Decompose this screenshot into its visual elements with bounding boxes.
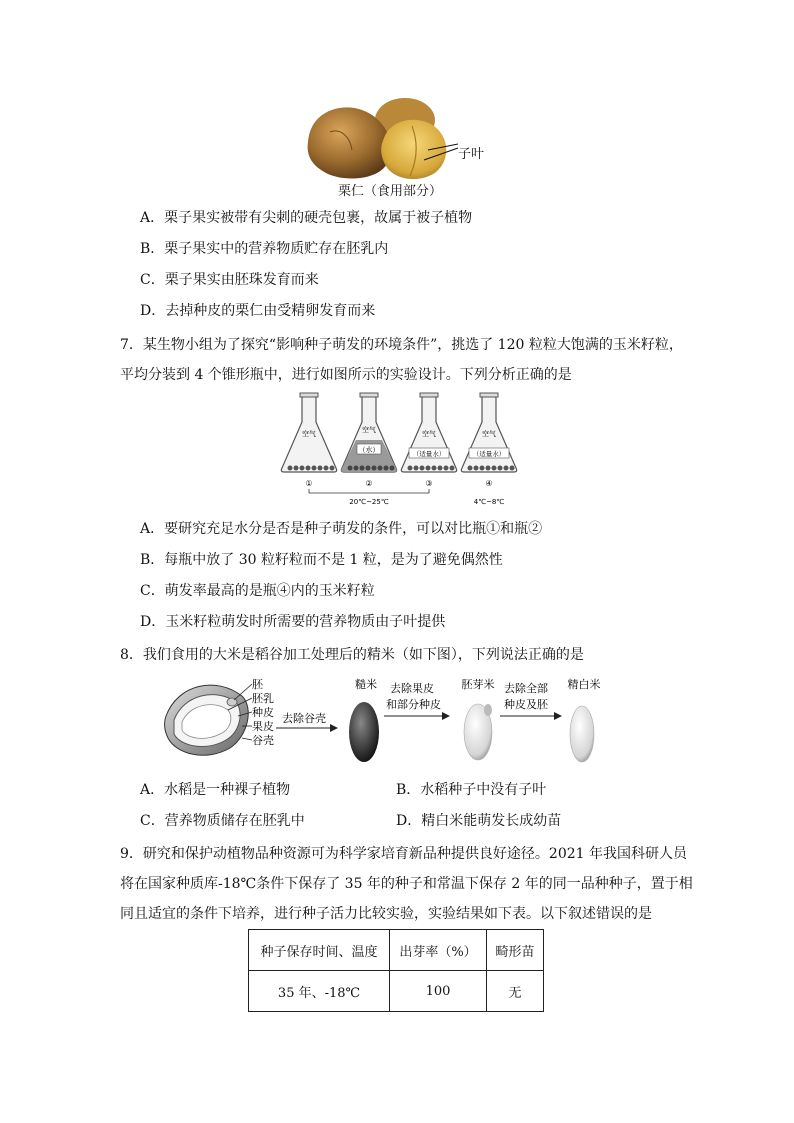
flask-2 bbox=[341, 393, 396, 472]
part-embryo: 胚 bbox=[252, 678, 263, 691]
chestnut-caption: 栗仁（食用部分） bbox=[338, 184, 443, 199]
flask-2-liquid: （水） bbox=[358, 446, 380, 454]
step2-label-1: 去除果皮 bbox=[390, 682, 434, 695]
q8-stem: 8．我们食用的大米是稻谷加工处理后的精米（如下图），下列说法正确的是 bbox=[120, 647, 584, 663]
brown-rice bbox=[349, 702, 379, 762]
q7-stem-line2: 平均分装到 4 个锥形瓶中，进行如图所示的实验设计。下列分析正确的是 bbox=[120, 367, 572, 383]
part-endosperm: 胚乳 bbox=[252, 692, 274, 705]
part-pericarp: 果皮 bbox=[252, 720, 274, 733]
table-row bbox=[249, 971, 544, 1012]
q8-option-a: A．水稻是一种裸子植物 bbox=[140, 782, 291, 798]
step3-label-2: 种皮及胚 bbox=[504, 698, 548, 711]
rice1-label: 糙米 bbox=[355, 678, 377, 691]
rice3-label: 精白米 bbox=[567, 678, 601, 691]
flask-1 bbox=[281, 393, 336, 472]
table-header-cell: 出芽率（%） bbox=[390, 930, 487, 971]
grain-section bbox=[165, 685, 249, 755]
flask-experiment-figure bbox=[280, 392, 520, 508]
q8-option-c: C．营养物质储存在胚乳中 bbox=[140, 813, 305, 829]
seed-viability-table bbox=[248, 929, 544, 1012]
flask-1-number: ① bbox=[305, 479, 313, 488]
q8-option-d: D．精白米能萌发长成幼苗 bbox=[396, 813, 562, 829]
temp-label-left: 20℃~25℃ bbox=[349, 498, 389, 506]
table-header-cell: 种子保存时间、温度 bbox=[249, 930, 390, 971]
part-husk: 谷壳 bbox=[252, 734, 274, 747]
rice2-label: 胚芽米 bbox=[461, 678, 495, 691]
step2-label-2: 和部分种皮 bbox=[386, 698, 441, 711]
q6-option-a: A．栗子果实被带有尖刺的硬壳包裹，故属于被子植物 bbox=[140, 210, 473, 226]
flask-3-liquid: （适量水） bbox=[412, 450, 446, 458]
q8-option-b: B．水稻种子中没有子叶 bbox=[396, 782, 547, 798]
table-header-row bbox=[249, 930, 544, 971]
rice-processing-figure bbox=[158, 672, 618, 782]
q7-option-c: C．萌发率最高的是瓶④内的玉米籽粒 bbox=[140, 583, 375, 599]
part-seed-coat: 种皮 bbox=[252, 706, 274, 719]
polished-rice bbox=[570, 706, 594, 762]
q7-option-b: B．每瓶中放了 30 粒籽粒而不是 1 粒，是为了避免偶然性 bbox=[140, 552, 503, 568]
flask-1-air: 空气 bbox=[302, 430, 316, 438]
table-cell: 35 年、-18℃ bbox=[249, 971, 390, 1012]
flask-4-air: 空气 bbox=[482, 430, 496, 438]
cotyledon-label: 子叶 bbox=[458, 147, 485, 162]
q6-option-d: D．去掉种皮的栗仁由受精卵发育而来 bbox=[140, 303, 376, 319]
flask-2-air: 空气 bbox=[362, 426, 376, 434]
flask-4-number: ④ bbox=[485, 479, 493, 488]
q7-stem-line1: 7．某生物小组为了探究“影响种子萌发的环境条件”，挑选了 120 粒粒大饱满的玉米籽粒， bbox=[120, 337, 683, 353]
flask-2-number: ② bbox=[365, 479, 373, 488]
flask-4 bbox=[461, 393, 516, 472]
chestnut-kernel-half bbox=[381, 120, 446, 179]
flask-3 bbox=[401, 393, 456, 472]
table-header-cell: 畸形苗 bbox=[487, 930, 544, 971]
q7-option-a: A．要研究充足水分是否是种子萌发的条件，可以对比瓶①和瓶② bbox=[140, 521, 543, 537]
q6-option-c: C．栗子果实由胚珠发育而来 bbox=[140, 272, 319, 288]
flask-3-number: ③ bbox=[425, 479, 433, 488]
q6-option-b: B．栗子果实中的营养物质贮存在胚乳内 bbox=[140, 241, 389, 257]
step3-label-1: 去除全部 bbox=[504, 682, 548, 695]
table-cell: 无 bbox=[487, 971, 544, 1012]
q9-stem-line3: 同且适宜的条件下培养，进行种子活力比较实验，实验结果如下表。以下叙述错误的是 bbox=[120, 906, 652, 922]
q9-stem-line1: 9．研究和保护动植物品种资源可为科学家培育新品种提供良好途径。2021 年我国科研人员 bbox=[120, 846, 687, 862]
q7-option-d: D．玉米籽粒萌发时所需要的营养物质由子叶提供 bbox=[140, 614, 446, 630]
temp-label-right: 4℃~8℃ bbox=[473, 498, 505, 506]
flask-4-liquid: （适量水） bbox=[472, 450, 506, 458]
q9-stem-line2: 将在国家种质库-18℃条件下保存了 35 年的种子和常温下保存 2 年的同一品种种子，置于相 bbox=[120, 876, 693, 892]
table-cell: 100 bbox=[390, 971, 487, 1012]
step1-label: 去除谷壳 bbox=[282, 712, 326, 725]
flask-3-air: 空气 bbox=[422, 430, 436, 438]
